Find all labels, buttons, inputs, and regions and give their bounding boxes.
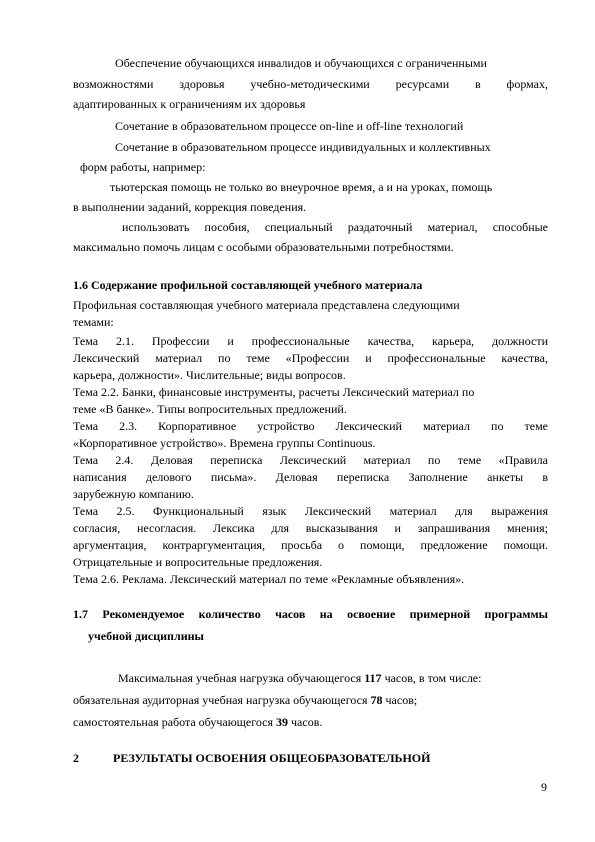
- para-accessibility-line-2: возможностями здоровья учебно-методическими ресурсами в формах,: [73, 77, 548, 91]
- topic-2-6-line-1: Тема 2.6. Реклама. Лексический материал по теме «Рекламные объявления».: [73, 572, 465, 586]
- para-individual-collective-2: форм работы, например:: [80, 160, 206, 174]
- page-number: 9: [541, 780, 547, 794]
- hours-self-study: самостоятельная работа обучающегося 39 часов.: [73, 715, 323, 729]
- section-2-number: 2: [73, 751, 79, 765]
- topic-2-3-line-2: «Корпоративное устройство». Времена группы Continuous.: [73, 436, 376, 450]
- topic-2-3-line-1: Тема 2.3. Корпоративное устройство Лексический материал по теме: [73, 419, 548, 433]
- para-online-offline: Сочетание в образовательном процессе on-line и off-line технологий: [115, 119, 464, 133]
- para-accessibility-line-3: адаптированных к ограничениям их здоровья: [73, 97, 306, 111]
- para-tutor-help-1: тьютерская помощь не только во внеурочное время, а и на уроках, помощь: [110, 180, 493, 194]
- para-tutor-help-2: в выполнении заданий, коррекция поведения.: [73, 200, 307, 214]
- topic-2-4-line-1: Тема 2.4. Деловая переписка Лексический материал по теме «Правила: [73, 453, 548, 467]
- topic-2-2-line-1: Тема 2.2. Банки, финансовые инструменты, расчеты Лексический материал по: [73, 385, 475, 399]
- topic-2-4-line-2: написания делового письма». Деловая переписка Заполнение анкеты в: [73, 470, 548, 484]
- para-individual-collective-1: Сочетание в образовательном процессе индивидуальных и коллективных: [115, 140, 491, 154]
- para-aids-1: использовать пособия, специальный раздаточный материал, способные: [122, 220, 548, 234]
- section-1-6-intro-2: темами:: [73, 315, 114, 329]
- para-aids-2: максимально помочь лицам с особыми образовательными потребностями.: [73, 240, 454, 254]
- section-1-7-heading-2: учебной дисциплины: [88, 629, 204, 643]
- section-1-6-intro-1: Профильная составляющая учебного материала представлена следующими: [73, 298, 460, 312]
- topic-2-5-line-3: аргументация, контраргументация, просьба о помощи, предложение помощи.: [73, 538, 548, 552]
- hours-max-load: Максимальная учебная нагрузка обучающегося 117 часов, в том числе:: [118, 671, 482, 685]
- section-1-7-heading-1: 1.7 Рекомендуемое количество часов на освоение примерной программы: [73, 607, 548, 621]
- hours-classroom-load: обязательная аудиторная учебная нагрузка обучающегося 78 часов;: [73, 693, 418, 707]
- topic-2-5-line-1: Тема 2.5. Функциональный язык Лексический материал для выражения: [73, 504, 548, 518]
- topic-2-5-line-2: согласия, несогласия. Лексика для высказывания и запрашивания мнения;: [73, 521, 548, 535]
- topic-2-2-line-2: теме «В банке». Типы вопросительных предложений.: [73, 402, 347, 416]
- topic-2-5-line-4: Отрицательные и вопросительные предложения.: [73, 555, 323, 569]
- topic-2-1-line-1: Тема 2.1. Профессии и профессиональные качества, карьера, должности: [73, 334, 548, 348]
- section-1-6-heading: 1.6 Содержание профильной составляющей учебного материала: [73, 278, 423, 292]
- para-accessibility-line-1: Обеспечение обучающихся инвалидов и обучающихся с ограниченными: [115, 56, 487, 70]
- section-2-heading: РЕЗУЛЬТАТЫ ОСВОЕНИЯ ОБЩЕОБРАЗОВАТЕЛЬНОЙ: [113, 751, 431, 765]
- topic-2-1-line-2: Лексический материал по теме «Профессии и профессиональные качества,: [73, 351, 548, 365]
- topic-2-4-line-3: зарубежную компанию.: [73, 487, 194, 501]
- topic-2-1-line-3: карьера, должности». Числительные; виды вопросов.: [73, 368, 346, 382]
